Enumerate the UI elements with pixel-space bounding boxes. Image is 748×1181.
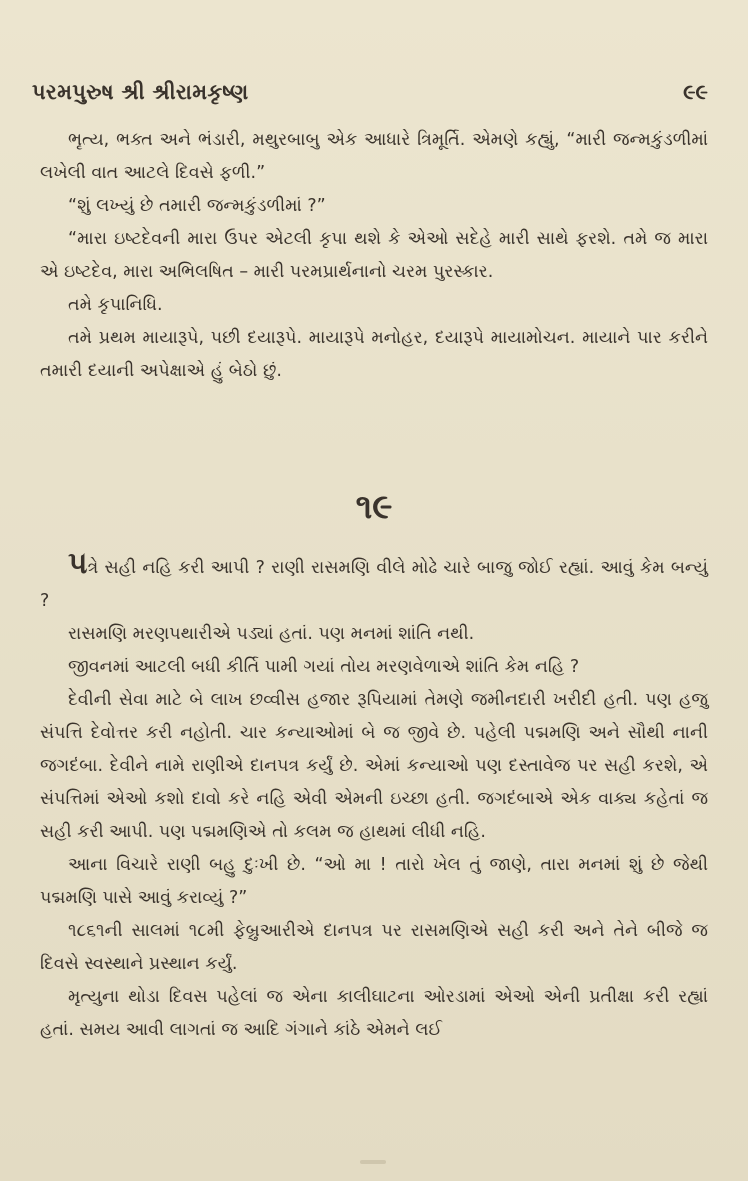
paragraph: આના વિચારે રાણી બહુ દુઃખી છે. “ઓ મા ! તારો ખેલ તું જાણે, તારા મનમાં શું છે જેથી પદ્મમણિ પાસે આવું કરાવ્યું ?”	[40, 855, 708, 908]
drop-cap: પ	[68, 546, 88, 581]
top-text-block	[40, 124, 708, 388]
bottom-text-block	[40, 546, 708, 1047]
print-smudge	[360, 1160, 386, 1164]
running-title: પરમપુરુષ શ્રી શ્રીરામકૃષ્ણ	[32, 80, 249, 104]
paragraph: મૃત્યુના થોડા દિવસ પહેલાં જ એના કાલીઘાટના ઓરડામાં એઓ એની પ્રતીક્ષા કરી રહ્યાં હતાં. સમય આવી લાગતાં જ આદિ ગંગાને કાંઠે એમને લઈ	[40, 987, 708, 1040]
paragraph: તમે પ્રથમ માયારૂપે, પછી દયારૂપે. માયારૂપે મનોહર, દયારૂપે માયામોચન. માયાને પાર કરીને તમારી દયાની અપેક્ષાએ હું બેઠો છું.	[40, 328, 708, 381]
chapter-number: ૧૯	[355, 487, 393, 527]
paragraph: તમે કૃપાનિધિ.	[68, 295, 163, 315]
paragraph: “શું લખ્યું છે તમારી જન્મકુંડળીમાં ?”	[68, 196, 326, 216]
paragraph: ૧૮૬૧ની સાલમાં ૧૮મી ફેબ્રુઆરીએ દાનપત્ર પર રાસમણિએ સહી કરી અને તેને બીજે જ દિવસે સ્વસ્થાને પ્રસ્થાન કર્યું.	[40, 921, 708, 974]
paragraph: “મારા ઇષ્ટદેવની મારા ઉપર એટલી કૃપા થશે કે એઓ સદેહે મારી સાથે ફરશે. તમે જ મારા એ ઇષ્ટદેવ, મારા અભિલષિત – મારી પરમપ્રાર્થનાનો ચરમ પુરસ્કાર.	[40, 229, 708, 282]
paragraph: રાસમણિ મરણપથારીએ પડ્યાં હતાં. પણ મનમાં શાંતિ નથી.	[68, 624, 475, 644]
paragraph-text: ત્રે સહી નહિ કરી આપી ? રાણી રાસમણિ વીલે મોઢે ચારે બાજુ જોઈ રહ્યાં. આવું કેમ બન્યું ?	[40, 558, 708, 611]
paragraph	[40, 546, 708, 618]
paragraph: દેવીની સેવા માટે બે લાખ છવ્વીસ હજાર રૂપિયામાં તેમણે જમીનદારી ખરીદી હતી. પણ હજુ સંપત્તિ દેવોત્તર કરી નહોતી. ચાર કન્યાઓમાં બે જ જીવે છે. પહેલી પદ્મમણિ અને સૌથી નાની જગદંબા. દેવીને નામે રાણીએ દાનપત્ર કર્યું છે. એમાં કન્યાઓ પણ દસ્તાવેજ પર સહી કરશે, એ સંપત્તિમાં એઓ કશો દાવો કરે નહિ એવી એમની ઇચ્છા હતી. જગદંબાએ એક વાક્ય કહેતાં જ સહી કરી આપી. પણ પદ્મમણિએ તો કલમ જ હાથમાં લીધી નહિ.	[40, 690, 708, 842]
paragraph: જીવનમાં આટલી બધી કીર્તિ પામી ગયાં તોય મરણવેળાએ શાંતિ કેમ નહિ ?	[68, 657, 580, 677]
paragraph: ભૃત્ય, ભક્ત અને ભંડારી, મથુરબાબુ એક આધારે ત્રિમૂર્તિ. એમણે કહ્યું, “મારી જન્મકુંડળીમાં લખેલી વાત આટલે દિવસે ફળી.”	[40, 130, 708, 183]
page-number: ૯૯	[683, 80, 708, 104]
page-header	[32, 80, 708, 105]
